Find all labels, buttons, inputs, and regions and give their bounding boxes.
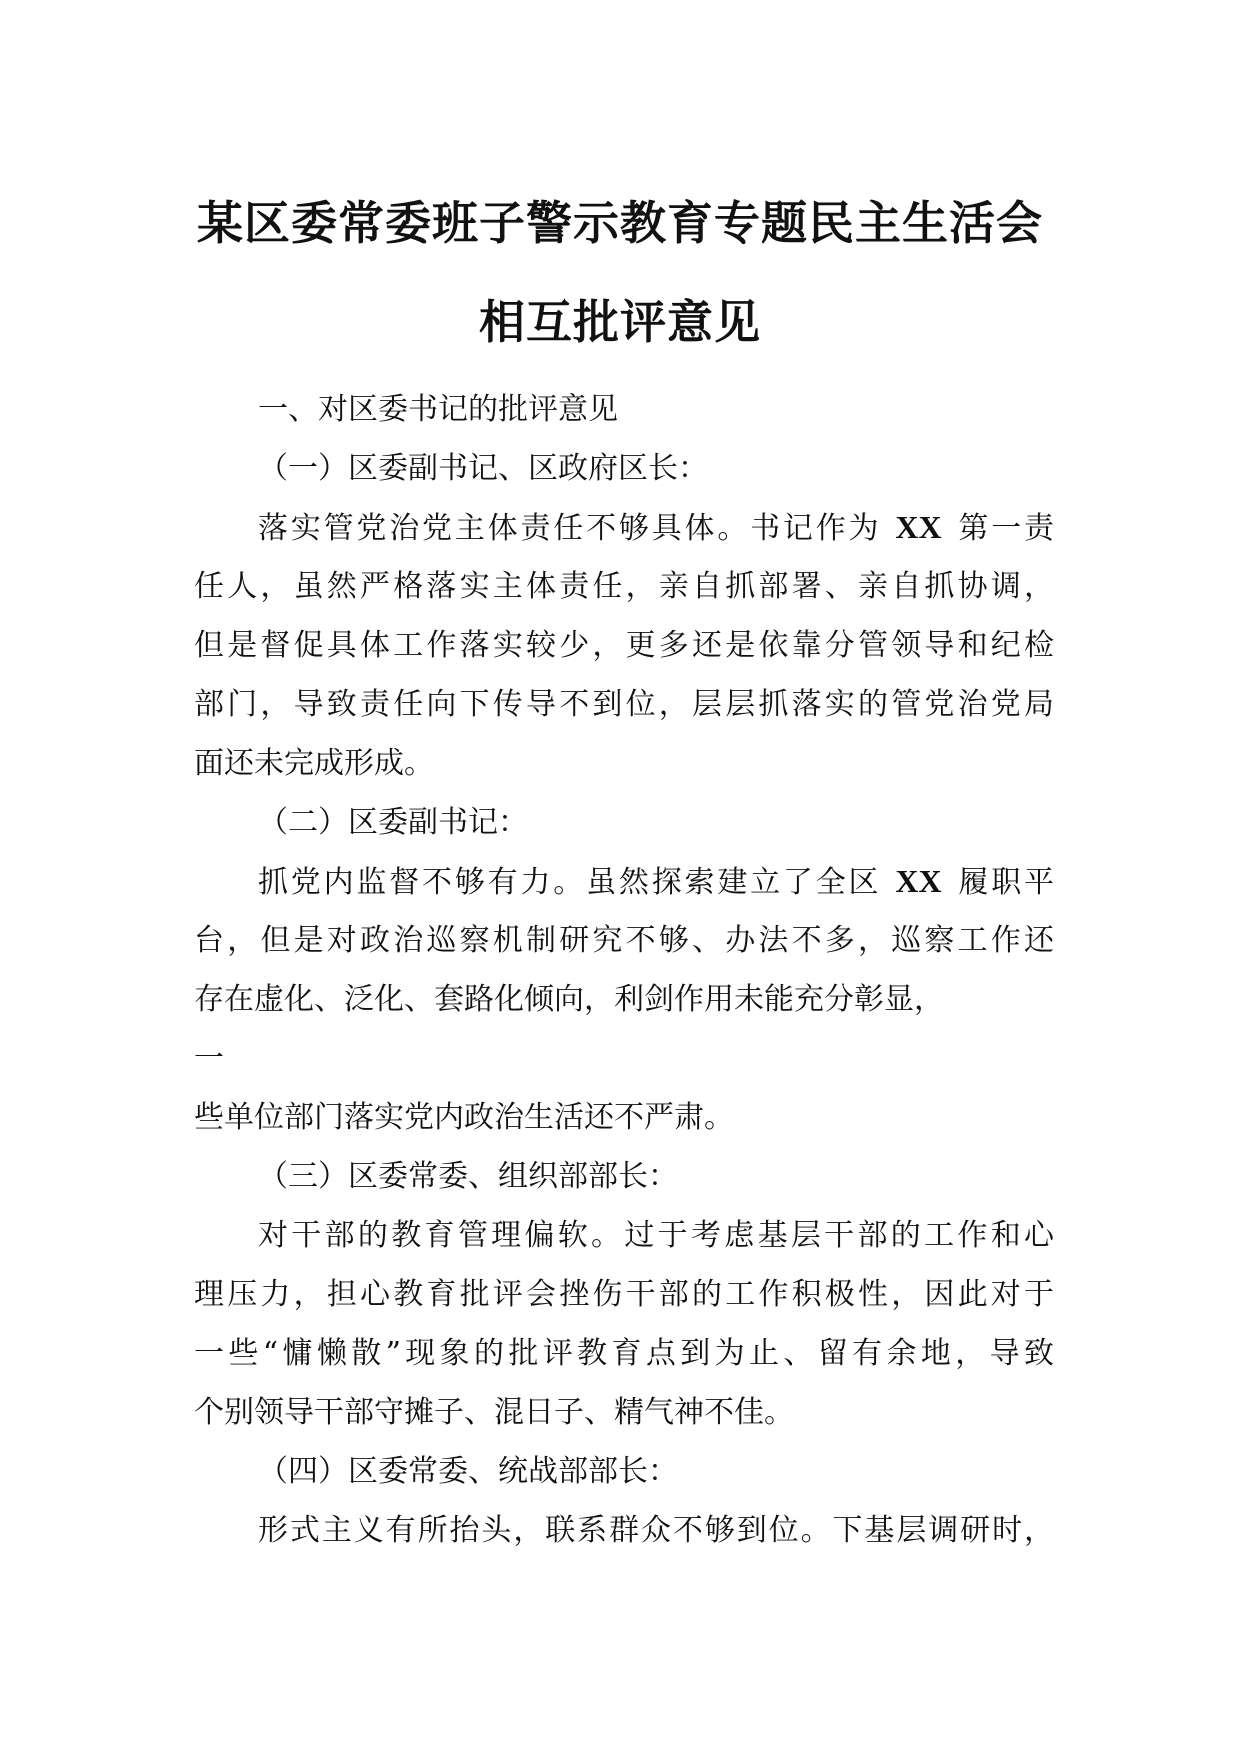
paragraph-line: 形式主义有所抬头，联系群众不够到位。下基层调研时，: [258, 1513, 1054, 1548]
paragraph-line: [194, 498, 1054, 557]
paragraph-line: 对干部的教育管理偏软。过于考虑基层干部的工作和心: [258, 1218, 1054, 1253]
subsection-heading-4: （四）区委常委、统战部部长：: [258, 1454, 678, 1489]
paragraph-line: 个别领导干部守摊子、混日子、精气神不佳。: [194, 1395, 794, 1430]
placeholder-xx: XX: [895, 509, 942, 545]
subsection-heading-2: （二）区委副书记：: [258, 805, 528, 840]
document-title-line-2: 相互批评意见: [479, 295, 761, 349]
document-title-line-1: 某区委常委班子警示教育专题民主生活会: [197, 196, 1043, 250]
paragraph-line: 些单位部门落实党内政治生活还不严肃。: [194, 1100, 734, 1135]
paragraph-text: 第一责: [955, 511, 1055, 546]
paragraph-line: 一: [194, 1041, 224, 1076]
paragraph-line: 任人，虽然严格落实主体责任，亲自抓部署、亲自抓协调，: [194, 569, 1054, 604]
paragraph-line: [194, 852, 1054, 911]
paragraph-text: 落实管党治党主体责任不够具体。书记作为: [258, 511, 882, 546]
placeholder-xx: XX: [895, 863, 942, 899]
paragraph-line: 但是督促具体工作落实较少，更多还是依靠分管领导和纪检: [194, 628, 1054, 663]
paragraph-line: 一些“慵懒散”现象的批评教育点到为止、留有余地，导致: [194, 1336, 1054, 1371]
section-heading: 一、对区委书记的批评意见: [258, 392, 618, 427]
subsection-heading-1: （一）区委副书记、区政府区长：: [258, 451, 708, 486]
paragraph-line: 部门，导致责任向下传导不到位，层层抓落实的管党治党局: [194, 687, 1054, 722]
paragraph-line: 存在虚化、泛化、套路化倾向，利剑作用未能充分彰显，: [194, 982, 944, 1017]
paragraph-line: 理压力，担心教育批评会挫伤干部的工作积极性，因此对于: [194, 1277, 1054, 1312]
paragraph-text: 履职平: [955, 865, 1055, 900]
document-body: [194, 380, 1054, 1560]
paragraph-line: 面还未完成形成。: [194, 746, 434, 781]
paragraph-line: 台，但是对政治巡察机制研究不够、办法不多，巡察工作还: [194, 923, 1054, 958]
paragraph-text: 抓党内监督不够有力。虽然探索建立了全区: [258, 865, 882, 900]
subsection-heading-3: （三）区委常委、组织部部长：: [258, 1159, 678, 1194]
